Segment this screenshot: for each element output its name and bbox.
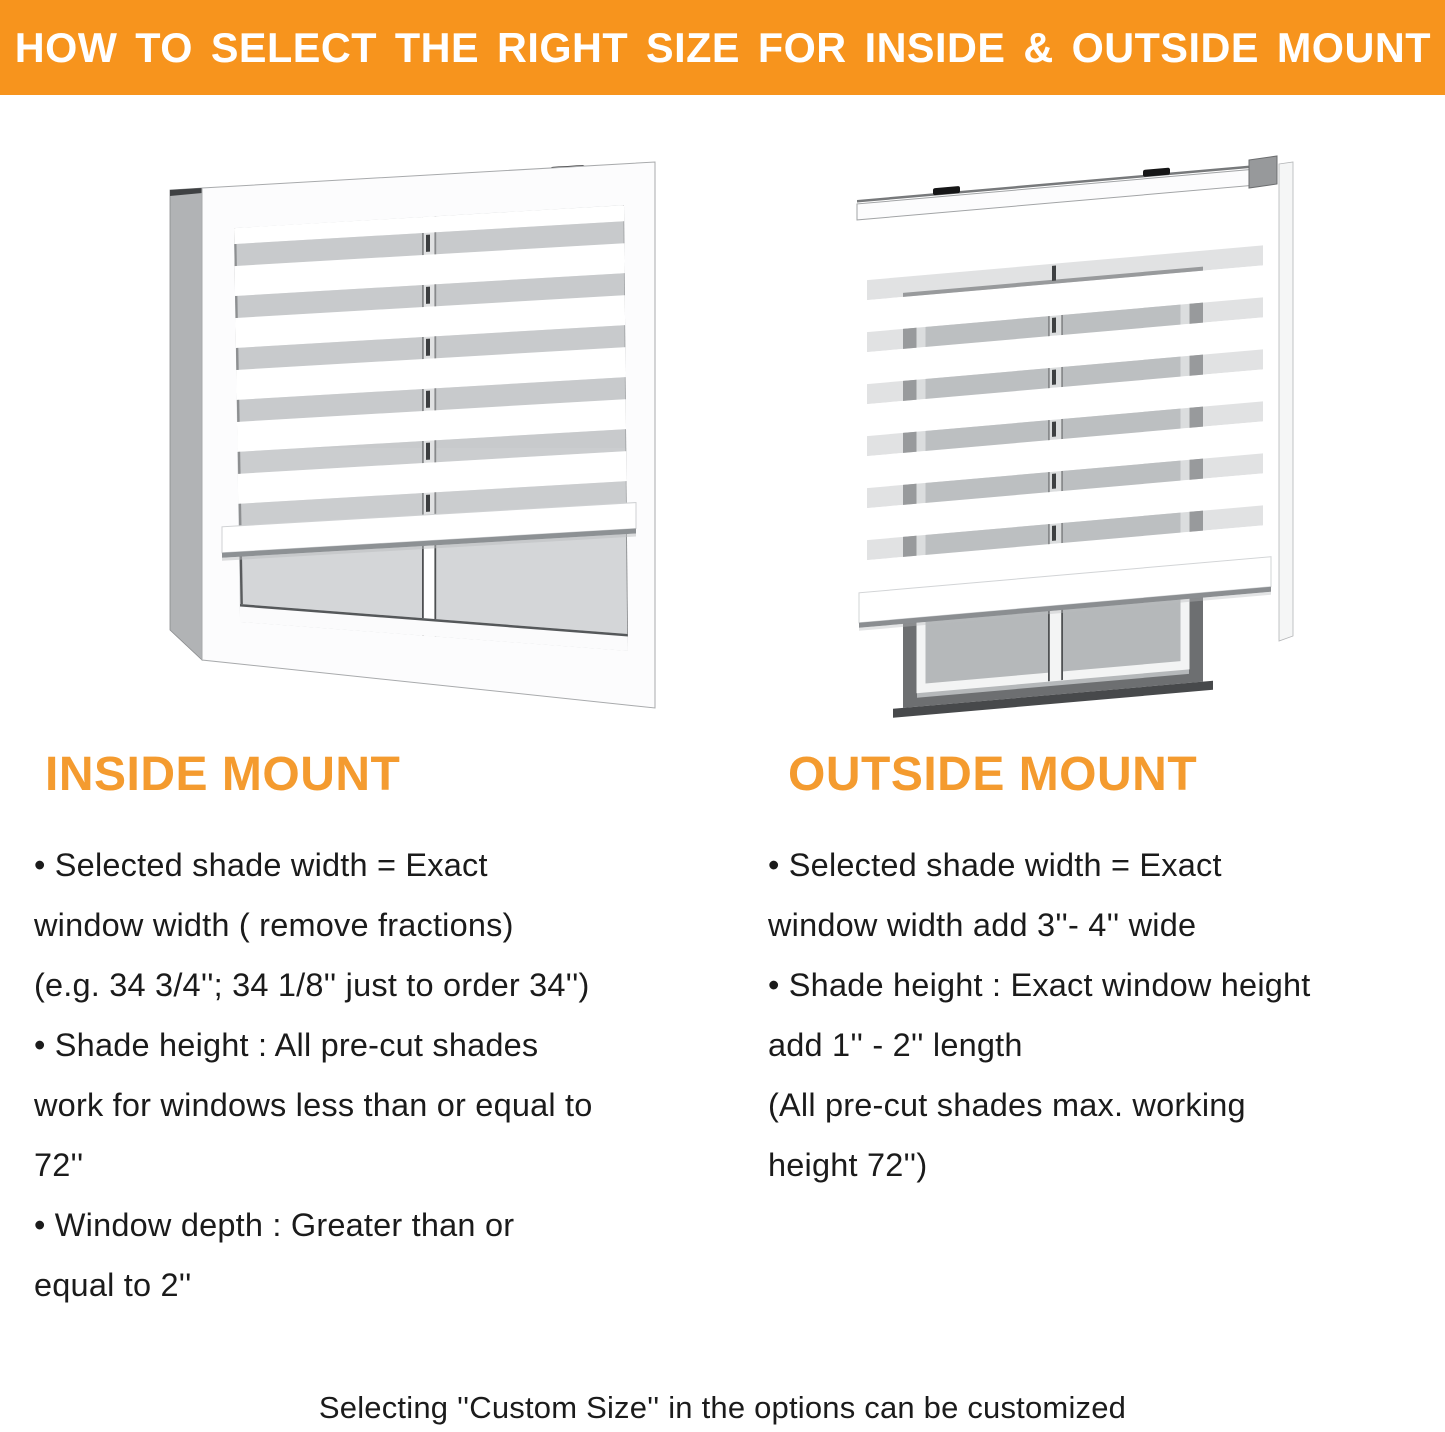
instruction-line: window width ( remove fractions) [34, 907, 514, 943]
instruction-line: • Window depth : Greater than or [34, 1207, 515, 1243]
instruction-line: (e.g. 34 3/4''; 34 1/8'' just to order 34'') [34, 967, 590, 1003]
header-banner [0, 0, 1445, 95]
inside-mount-instructions [34, 835, 720, 1315]
inside-mount-illustration [150, 148, 665, 733]
mounting-bracket-icon [933, 186, 960, 195]
mounting-bracket-icon [1143, 168, 1170, 177]
inside-mount-window-drawing [150, 148, 665, 733]
zebra-blind [234, 205, 628, 526]
instruction-line: • Selected shade width = Exact [34, 847, 488, 883]
instruction-line: 72'' [34, 1147, 84, 1183]
outside-mount-illustration [845, 138, 1315, 728]
instruction-line: work for windows less than or equal to [34, 1087, 593, 1123]
instruction-line: (All pre-cut shades max. working [768, 1087, 1246, 1123]
blind-side-channel [1279, 162, 1293, 641]
outside-mount-section [748, 748, 1438, 1195]
banner-title: HOW TO SELECT THE RIGHT SIZE FOR INSIDE & OUTSIDE MOUNT [14, 23, 1431, 71]
outside-mount-instructions [768, 835, 1438, 1195]
outside-mount-window-drawing [845, 138, 1315, 728]
instruction-line: add 1'' - 2'' length [768, 1027, 1023, 1063]
instruction-line: height 72'') [768, 1147, 928, 1183]
outside-mount-heading: OUTSIDE MOUNT [788, 748, 1198, 801]
instruction-line: • Shade height : Exact window height [768, 967, 1311, 1003]
instruction-line: window width add 3''- 4'' wide [768, 907, 1197, 943]
inside-mount-section [30, 748, 720, 1315]
instruction-line: • Shade height : All pre-cut shades [34, 1027, 539, 1063]
inside-mount-heading: INSIDE MOUNT [45, 748, 401, 801]
zebra-blind [867, 203, 1263, 592]
footer [0, 1388, 1445, 1428]
corner-bracket-icon [1249, 156, 1277, 188]
instruction-line: equal to 2'' [34, 1267, 192, 1303]
instruction-line: • Selected shade width = Exact [768, 847, 1222, 883]
footer-note: Selecting ''Custom Size'' in the options can be customized [318, 1390, 1127, 1425]
